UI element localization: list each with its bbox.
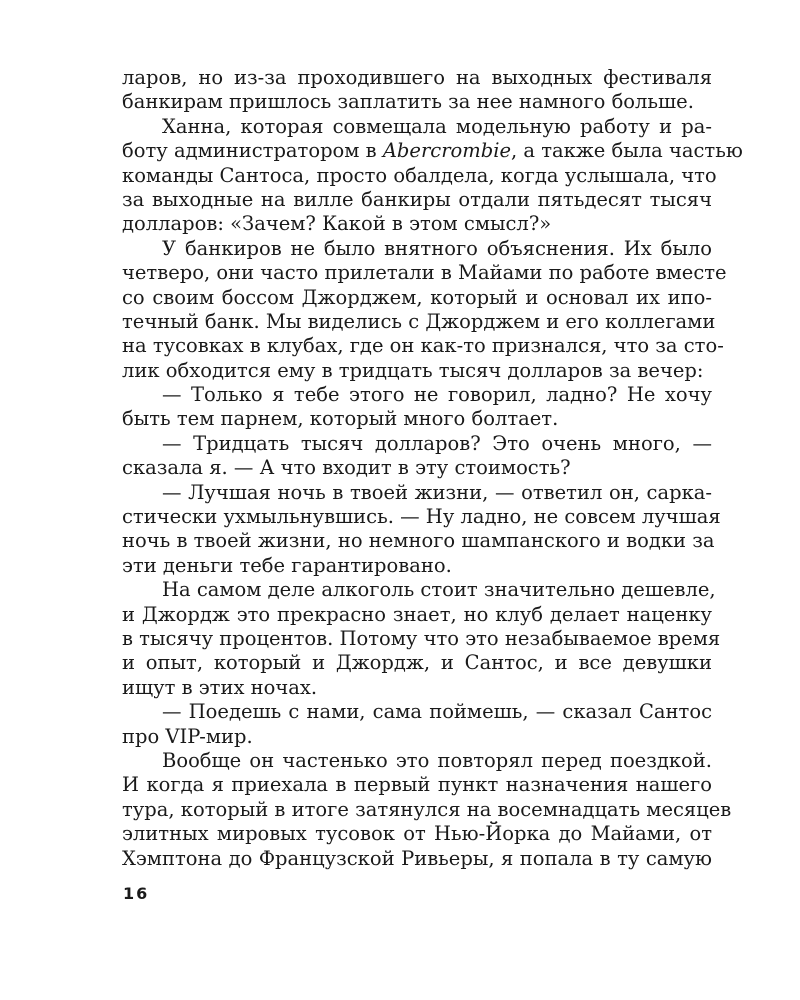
text-line: четверо, они часто прилетали в Майами по работе вместе	[122, 261, 727, 285]
text-line: ларов, но из-за проходившего на выходных фестиваля	[122, 66, 712, 89]
text-segment: боту администратором в	[122, 139, 383, 163]
text-line: — Лучшая ночь в твоей жизни, — ответил он, сарка-	[162, 480, 712, 504]
text-line: банкирам пришлось заплатить за нее намного больше.	[122, 90, 694, 114]
text-line: течный банк. Мы виделись с Джорджем и его коллегами	[122, 309, 716, 333]
text-line: в тысячу процентов. Потому что это незабываемое время	[122, 626, 721, 650]
text-line: на тусовках в клубах, где он как-то признался, что за сто-	[122, 334, 724, 358]
italic-brand-name: Abercrombie	[382, 139, 512, 163]
text-line: быть тем парнем, который много болтает.	[122, 407, 559, 431]
book-page-text	[122, 66, 743, 871]
text-line: и опыт, который и Джордж, и Сантос, и все девушки	[122, 651, 712, 675]
text-line: элитных мировых тусовок от Нью-Йорка до Майами, от	[122, 822, 712, 846]
text-line: тура, который в итоге затянулся на восемнадцать месяцев	[122, 797, 732, 821]
text-line: У банкиров не было внятного объяснения. Их было	[162, 236, 712, 260]
text-line: за выходные на вилле банкиры отдали пятьдесят тысяч	[122, 187, 712, 211]
text-line: и Джордж это прекрасно знает, но клуб делает наценку	[122, 602, 712, 626]
text-line: команды Сантоса, просто обалдела, когда услышала, что	[122, 163, 717, 187]
text-line: — Поедешь с нами, сама поймешь, — сказал Сантос	[162, 700, 712, 724]
text-line: со своим боссом Джорджем, который и основал их ипо-	[122, 285, 712, 309]
page-number: 16	[123, 884, 150, 903]
text-line: ищут в этих ночах.	[122, 675, 318, 699]
text-line	[122, 139, 743, 163]
text-line: стически ухмыльнувшись. — Ну ладно, не совсем лучшая	[122, 505, 721, 529]
text-line: эти деньги тебе гарантировано.	[122, 553, 452, 577]
text-line: — Только я тебе этого не говорил, ладно? Не хочу	[162, 383, 712, 407]
text-line: Ханна, которая совмещала модельную работу и ра-	[162, 114, 712, 138]
text-line: — Тридцать тысяч долларов? Это очень много, —	[162, 431, 712, 455]
text-line: Вообще он частенько это повторял перед поездкой.	[162, 748, 712, 772]
text-segment: , а также была частью	[511, 139, 743, 163]
text-line: На самом деле алкоголь стоит значительно дешевле,	[162, 578, 716, 602]
text-line: Хэмптона до Французской Ривьеры, я попала в ту самую	[122, 846, 712, 870]
text-line: про VIP-мир.	[122, 724, 253, 748]
text-line: лик обходится ему в тридцать тысяч долларов за вечер:	[122, 358, 704, 382]
text-line: сказала я. — А что входит в эту стоимость?	[122, 456, 571, 480]
text-line: И когда я приехала в первый пункт назначения нашего	[122, 773, 712, 797]
text-line: ночь в твоей жизни, но немного шампанского и водки за	[122, 529, 715, 553]
text-line: долларов: «Зачем? Какой в этом смысл?»	[122, 212, 552, 236]
